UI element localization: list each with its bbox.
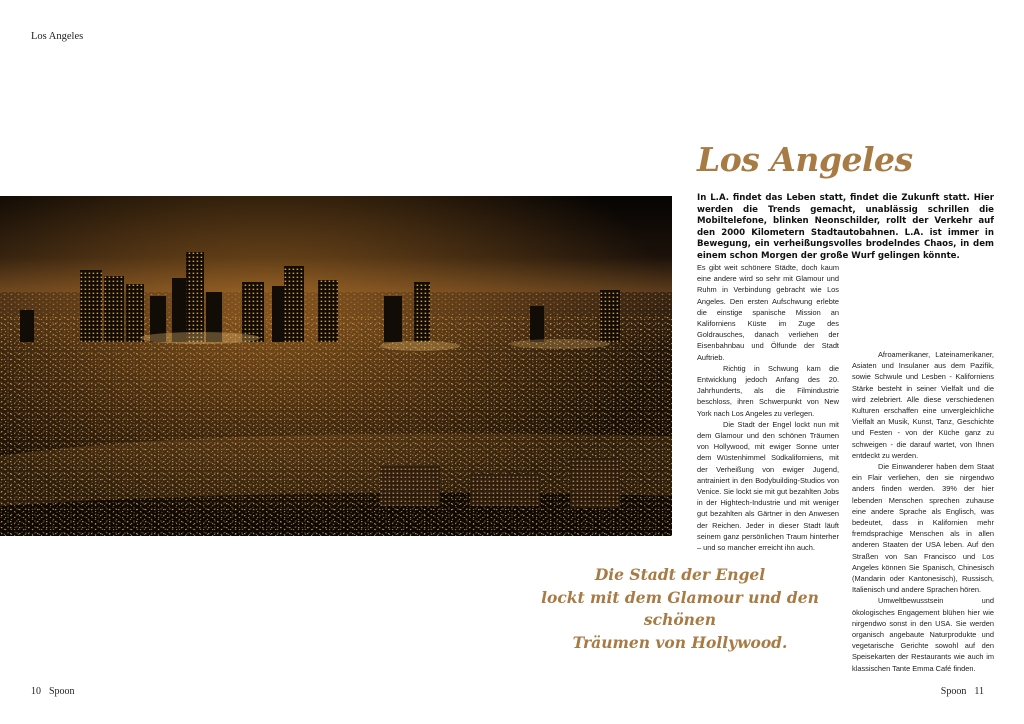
magazine-name: Spoon (49, 686, 75, 697)
body-paragraph: Umweltbewusstsein und ökologisches Engagement blühen hier wie nirgendwo sonst in den USA. Sie werden organisch angebaute Naturprodukte und vegetarische Gerichte sowohl auf den Speisekarten der Restaurants wie auch im klassischen Tante Emma Café finden. (852, 596, 994, 673)
magazine-name: Spoon (940, 686, 967, 697)
footer-right (941, 686, 984, 697)
pull-quote (520, 564, 840, 654)
body-paragraph: Afroamerikaner, Lateinamerikaner, Asiaten und Insulaner aus dem Pazifik, sowie Schwule und Lesben - Kaliforniens Stärke besteht in seiner Vielfalt und die wird zelebriert. Alle diese verschiedenen Kulturen erschaffen eine unvergleichliche Vielfalt an Musik, Kunst, Tanz, Geschichte und Festen - von der Küche ganz zu schweigen - die darauf wartet, von Ihnen entdeckt zu werden. (852, 350, 994, 460)
body-paragraph: Die Stadt der Engel lockt nun mit dem Glamour und den schönen Träumen von Hollywood, mit ewiger Sonne unter dem Wüstenhimmel Südkaliforniens, mit der Verheißung von ewiger Jugend, antrainiert in den Bodybuilding-Studios von Venice. Sie lockt sie mit gut bezahlten Jobs in der Hightech-Industrie und mit weniger gut bezahlten als Gärtner in den Anwesen der Reichen. Jeder in dieser Stadt läuft seinem ganz persönlichen Traum hinterher – und so mancher erreicht ihn auch. (697, 419, 839, 553)
body-paragraph: Die Einwanderer haben dem Staat ein Flair verliehen, den sie nirgendwo anders finden werden. 39% der hier lebenden Menschen sprechen zuhause eine andere Sprache als Englisch, was bedeutet, dass in Kalifornien mehr fremdsprachige Menschen als in allen anderen Staaten der USA leben. Auf den Straßen von San Francisco und Los Angeles können Sie Spanisch, Chinesisch (Mandarin oder Kantonesisch), Russisch, Italienisch und andere Sprachen hören. (852, 462, 994, 595)
pull-quote-line: lockt mit dem Glamour und den schönen (541, 587, 819, 629)
body-paragraph: Richtig in Schwung kam die Entwicklung jedoch Anfang des 20. Jahrhunderts, als die Filmindustrie beschloss, ihren Schwerpunkt von New York nach Los Angeles zu verlegen. (697, 363, 839, 418)
night-skyline-image (0, 196, 672, 536)
city-skyline-photo (0, 196, 672, 536)
body-paragraph: Es gibt weit schönere Städte, doch kaum eine andere wird so sehr mit Glamour und Ruhm in Verbindung gebracht wie Los Angeles. Den ersten Aufschwung erlebte die einstige spanische Mission an Kaliforniens Küste im Zuge des Goldrausches, danach verliehen der Eisenbahnbau und Ölfunde der Stadt Auftrieb. (697, 263, 839, 362)
pull-quote-line: Die Stadt der Engel (594, 565, 766, 584)
running-head: Los Angeles (31, 31, 84, 42)
pull-quote-line: Träumen von Hollywood. (572, 632, 788, 652)
lead-paragraph: In L.A. findet das Leben statt, findet die Zukunft statt. Hier werden die Trends gemacht, unablässig schrillen die Mobiltelefone, blinken Neonschilder, rollt der Verkehr auf den 2000 Kilometern Stadtautobahnen. L.A. ist immer in Bewegung, ein verheißungsvolles brodelndes Chaos, in dem einem schon Morgen der große Wurf gelingen könnte. (697, 193, 994, 261)
page-number: 11 (974, 686, 984, 697)
body-column-2 (852, 349, 994, 674)
footer-left (31, 686, 75, 697)
body-column-1 (697, 262, 839, 553)
article-title: Los Angeles (697, 140, 913, 179)
page-number: 10 (31, 686, 41, 697)
